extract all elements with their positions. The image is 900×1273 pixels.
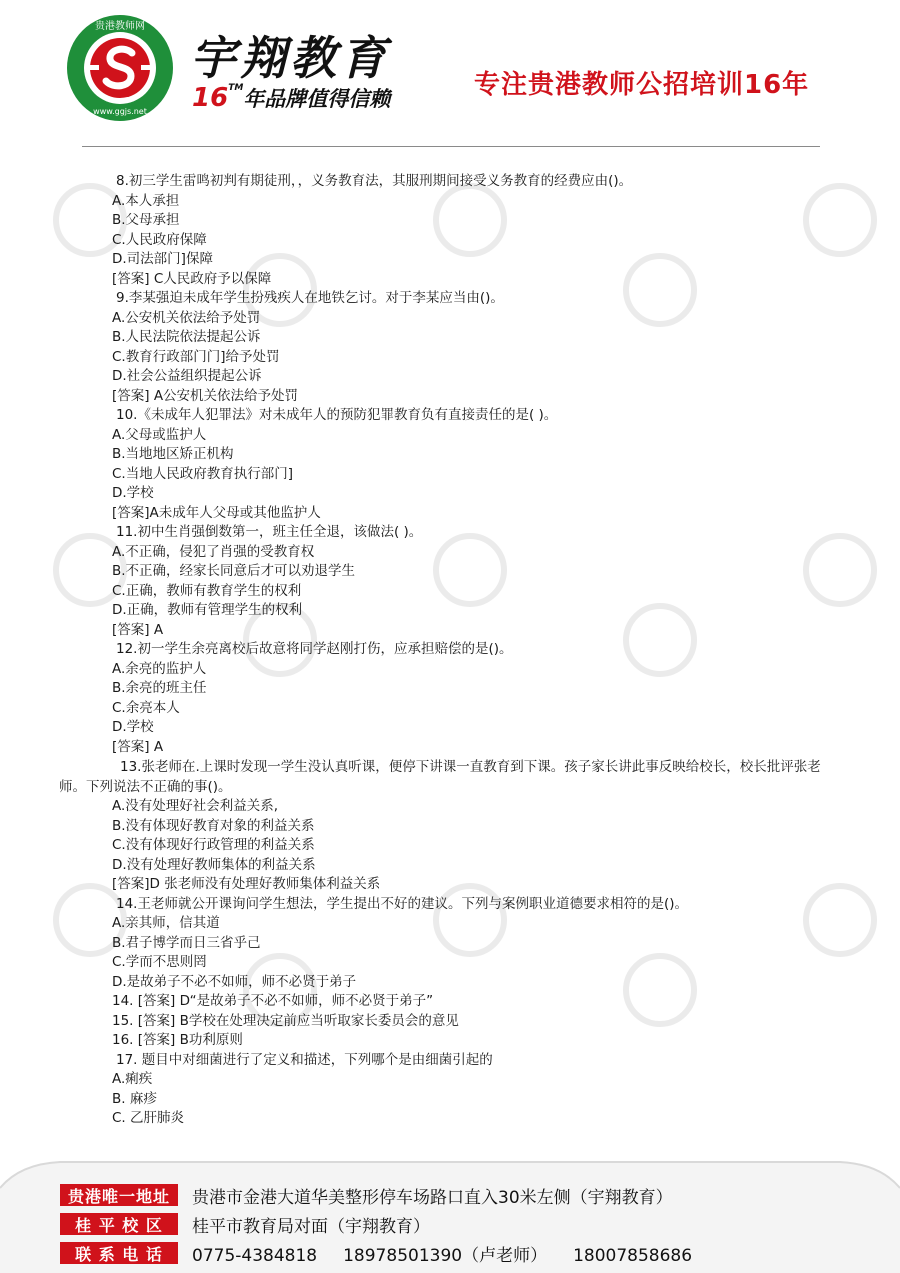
content-line: [答案] A公安机关依法给予处罚 [112, 387, 299, 404]
content-line: 15. [答案] B学校在处理决定前应当听取家长委员会的意见 [112, 1012, 459, 1029]
content-line: [答案]A未成年人父母或其他监护人 [112, 504, 321, 521]
content-line: D.学校 [112, 719, 154, 735]
question-list [59, 172, 832, 1129]
content-line: 13.张老师在.上课时发现一学生没认真听课，便停下讲课一直教育到下课。孩子家长讲此事反映给校长，校长批评张老师。下列说法不正确的事()。 [59, 759, 821, 795]
content-line: C.学而不思则罔 [112, 954, 207, 970]
phone-label: 联 系 电 话 [60, 1242, 178, 1264]
content-line: A.亲其师，信其道 [112, 915, 220, 931]
content-line: [答案] C人民政府予以保障 [112, 270, 272, 287]
header-tagline: 专注贵港教师公招培训16年 [474, 70, 810, 100]
content-line: C. 乙肝肺炎 [112, 1110, 185, 1126]
content-line: D.社会公益组织提起公诉 [112, 368, 262, 384]
address-label: 贵港唯一地址 [60, 1184, 178, 1206]
content-line: 9.李某强迫未成年学生扮残疾人在地铁乞讨。对于李某应当由()。 [116, 290, 504, 306]
page-footer [0, 1158, 900, 1273]
trademark-mark: TM [228, 83, 244, 93]
content-line: A.余亮的监护人 [112, 660, 207, 677]
content-line: 16. [答案] B功利原则 [112, 1032, 243, 1048]
content-line: C.没有体现好行政管理的利益关系 [112, 837, 315, 853]
phone-number: 0775-4384818 [192, 1245, 318, 1266]
content-line: B.当地地区矫正机构 [112, 446, 234, 462]
brand-name: 宇翔教育 [190, 31, 390, 85]
content-line: D.是故弟子不必不如师，师不必贤于弟子 [112, 973, 357, 990]
content-line: D.没有处理好教师集体的利益关系 [112, 856, 316, 873]
content-line: 14. [答案] D“是故弟子不必不如师，师不必贤于弟子” [112, 993, 434, 1009]
content-line: A.本人承担 [112, 192, 180, 209]
brand-slogan-text: 年品牌值得信赖 [243, 87, 391, 111]
content-line: 10.《未成年人犯罪法》对未成年人的预防犯罪教育负有直接责任的是( )。 [116, 407, 558, 423]
content-line: C.教育行政部门门]给予处罚 [112, 348, 280, 365]
guiping-text: 桂平市教育局对面（宇翔教育） [192, 1216, 430, 1237]
content-line: A.公安机关依法给予处罚 [112, 309, 261, 326]
footer-address-row [60, 1183, 673, 1207]
content-line: B.父母承担 [112, 212, 180, 228]
content-line: D.学校 [112, 485, 154, 501]
logo-icon [65, 13, 175, 123]
phone-number: 18007858686 [573, 1245, 693, 1266]
content-line: B.没有体现好教育对象的利益关系 [112, 817, 315, 834]
svg-text:www.ggjs.net: www.ggjs.net [93, 107, 147, 116]
content-line: C.余亮本人 [112, 699, 180, 716]
page-header [0, 0, 900, 150]
content-line: [答案] A [112, 621, 164, 638]
guiping-label: 桂 平 校 区 [60, 1213, 178, 1235]
address-text: 贵港市金港大道华美整形停车场路口直入30米左侧（宇翔教育） [192, 1187, 673, 1208]
content-line: B.君子博学而日三省乎己 [112, 934, 261, 951]
content-line: B. 麻疹 [112, 1090, 157, 1107]
content-line: C.当地人民政府教育执行部门] [112, 465, 293, 482]
brand-slogan [192, 83, 390, 113]
content-line: 14.王老师就公开课询问学生想法，学生提出不好的建议。下列与案例职业道德要求相符的是()。 [116, 895, 689, 912]
footer-guiping-row [60, 1212, 430, 1236]
footer-phone-row [60, 1241, 718, 1265]
content-line: B.人民法院依法提起公诉 [112, 329, 261, 345]
content-line: B.不正确，经家长同意后才可以劝退学生 [112, 563, 356, 579]
content-line: C.人民政府保障 [112, 231, 207, 248]
svg-text:贵港教师网: 贵港教师网 [95, 21, 145, 32]
brand-years: 16 [192, 83, 229, 113]
content-line: D.正确，教师有管理学生的权利 [112, 602, 303, 618]
content-line: 12.初一学生余亮离校后故意将同学赵刚打伤，应承担赔偿的是()。 [116, 641, 513, 657]
content-line: A.不正确，侵犯了肖强的受教育权 [112, 543, 315, 560]
content-line: [答案] A [112, 738, 164, 755]
phone-number: 18978501390（卢老师） [343, 1245, 548, 1266]
content-line: A.痢疾 [112, 1071, 153, 1087]
content-line: 8.初三学生雷鸣初判有期徒刑，，义务教育法，其服刑期间接受义务教育的经费应由()。 [116, 173, 633, 189]
phone-list [192, 1241, 718, 1266]
content-line: 11.初中生肖强倒数第一，班主任全退，该做法( )。 [116, 524, 423, 540]
content-line: A.父母或监护人 [112, 426, 207, 443]
content-line: C.正确，教师有教育学生的权利 [112, 582, 302, 599]
content-line: D.司法部门]保障 [112, 251, 213, 267]
content-line: B.余亮的班主任 [112, 680, 207, 696]
content-line: 17. 题目中对细菌进行了定义和描述，下列哪个是由细菌引起的 [116, 1051, 493, 1068]
content-line: [答案]D 张老师没有处理好教师集体利益关系 [112, 876, 381, 892]
header-divider [82, 146, 820, 147]
content-line: A.没有处理好社会利益关系, [112, 798, 279, 814]
